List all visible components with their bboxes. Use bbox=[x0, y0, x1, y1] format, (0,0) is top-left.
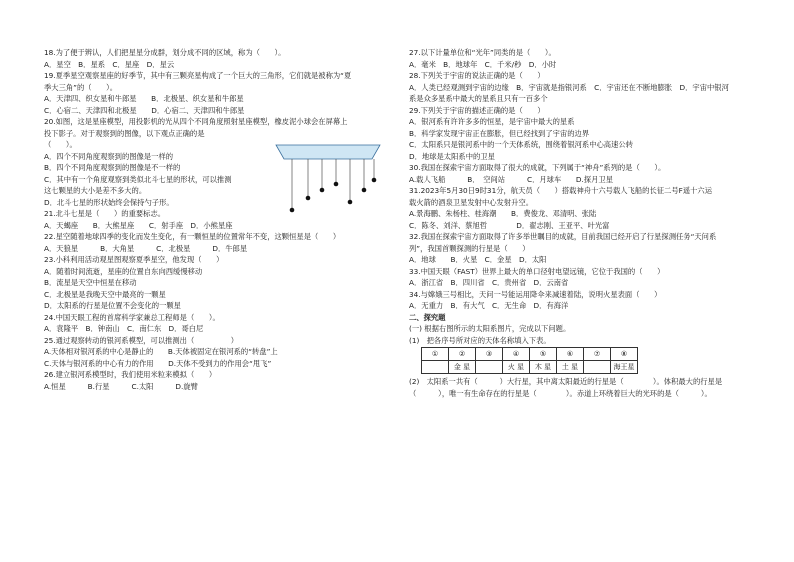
question-line: D．地球是太阳系中的卫星 bbox=[409, 151, 495, 161]
question-line: A．毫米 B．地球年 C．千米/秒 D．小时 bbox=[409, 59, 557, 69]
table-answer-cell[interactable]: 土 星 bbox=[557, 361, 584, 374]
table-answer-cell[interactable] bbox=[422, 361, 449, 374]
question-line: 32.我国在探索宇宙方面取得了许多举世瞩目的成就，目前我国已经开启了行星探测任务“天问系 bbox=[409, 232, 717, 242]
question-line: 投下影子。对于观察到的图像，以下观点正确的是 bbox=[44, 128, 205, 138]
question-line: A.恒星 B.行星 C.太阳 D.旋臂 bbox=[44, 381, 198, 391]
question-line: 29.下列关于宇宙的描述正确的是（ ） bbox=[409, 105, 545, 115]
table-header-cell: ③ bbox=[476, 348, 503, 361]
question-line: A．星空 B．星系 C．星座 D．星云 bbox=[44, 59, 175, 69]
question-line: A．无重力 B．有大气 C．无生命 D．有海洋 bbox=[409, 301, 569, 311]
question-line: A．地球 B．火星 C．金星 D．太阳 bbox=[409, 255, 547, 265]
question-line: 21.北斗七星是（ ）的重要标志。 bbox=[44, 209, 166, 219]
question-line: 34.与嫦娥三号相比，天问一号能运用降伞来减速着陆，说明火星表面（ ） bbox=[409, 289, 662, 299]
question-line: 列”，我国首颗探测的行星是（ ） bbox=[409, 243, 530, 253]
clay-ball bbox=[348, 200, 353, 205]
table-answer-cell[interactable]: 火 星 bbox=[503, 361, 530, 374]
table-header-cell: ⑧ bbox=[611, 348, 638, 361]
clay-ball bbox=[362, 188, 367, 193]
explore-q1: (1) 把各序号所对应的天体名称填入下表。 bbox=[409, 335, 551, 345]
question-line: A．天蝎座 B．大熊星座 C．射手座 D．小熊星座 bbox=[44, 220, 233, 230]
table-header-cell: ④ bbox=[503, 348, 530, 361]
question-line: 载火箭的酒泉卫星发射中心发射升空。 bbox=[409, 197, 534, 207]
table-header-cell: ⑥ bbox=[557, 348, 584, 361]
table-answer-cell[interactable]: 金 星 bbox=[449, 361, 476, 374]
table-answer-cell[interactable] bbox=[584, 361, 611, 374]
section-title: 二、探究题 bbox=[409, 312, 446, 322]
question-line: 25.通过观察转动的银河系模型，可以推测出（ ） bbox=[44, 335, 239, 345]
table-header-cell: ① bbox=[422, 348, 449, 361]
question-line: B．流星是天空中恒星在移动 bbox=[44, 278, 137, 288]
clay-ball bbox=[306, 196, 311, 201]
question-line: A．人类已经观测到宇宙的边缘 B．宇宙就是指银河系 C．宇宙还在不断地膨胀 D．宇宙中银河 bbox=[409, 82, 729, 92]
question-line: 28.下列关于宇宙的说法正确的是（ ） bbox=[409, 71, 545, 81]
question-line: 23.小科利用活动观星图观察夏季星空，他发现（ ） bbox=[44, 255, 224, 265]
table-answer-cell[interactable]: 海王星 bbox=[611, 361, 638, 374]
right-column bbox=[409, 47, 761, 399]
right-question-list bbox=[409, 47, 761, 312]
clay-ball bbox=[290, 208, 295, 213]
explore-q2-line2: （ ），唯一有生命存在的行星是（ ）。赤道上环绕着巨大的光环的是（ ）。 bbox=[409, 388, 712, 398]
question-line: C．太阳系只是银河系中的一个天体系统，围绕着银河系中心高速公转 bbox=[409, 140, 633, 150]
clay-ball bbox=[372, 178, 377, 183]
question-line: C．北极星是我晚天空中最亮的一颗星 bbox=[44, 289, 166, 299]
question-line: 20.如图，这是星座模型，用投影机的光从四个不同角度照射星座模型，橡皮泥小球会在屏幕上 bbox=[44, 117, 348, 127]
constellation-model-figure bbox=[268, 143, 388, 221]
question-line: 26.建立银河系模型时，我们使用米粒来模拟（ ） bbox=[44, 370, 217, 380]
question-line: A．天津四、织女星和牛郎星 B．北极星、织女星和牛郎星 bbox=[44, 94, 244, 104]
question-line: D．北斗七星的形状始终会保持勺子形。 bbox=[44, 197, 174, 207]
explore-intro: (一) 根据右图所示的太阳系图片，完成以下问题。 bbox=[409, 324, 571, 334]
question-line: C．其中有一个角度观察到类似北斗七星的形状，可以推测 bbox=[44, 174, 232, 184]
table-answer-cell[interactable] bbox=[476, 361, 503, 374]
explore-q2-line1: (2) 太阳系一共有（ ）大行星，其中离太阳最近的行星是（ ）。体积最大的行星是 bbox=[409, 377, 723, 387]
question-line: D．太阳系的行星是位置不会变化的一颗星 bbox=[44, 301, 181, 311]
question-line: 系是众多星系中最大的星系且只有一百多个 bbox=[409, 94, 548, 104]
question-line: C．陈冬、刘洋、蔡旭哲 D．翟志刚、王亚平、叶光富 bbox=[409, 220, 610, 230]
question-line: A.载人飞船 B． 空间站 C．月球车 D.探月卫星 bbox=[409, 174, 613, 184]
question-line: 这七颗星的大小是差不多大的。 bbox=[44, 186, 147, 196]
question-line: 30.我国在探索宇宙方面取得了很大的成就，下列属于“神舟”系列的是（ ）。 bbox=[409, 163, 666, 173]
question-line: 27.以下计量单位和“光年”同类的是（ ）。 bbox=[409, 48, 556, 57]
question-line: 24.中国天眼工程的首席科学家兼总工程师是（ ）。 bbox=[44, 312, 220, 322]
question-line: A．浙江省 B．四川省 C．贵州省 D．云南省 bbox=[409, 278, 569, 288]
question-line: 31.2023年5月30日9时31分，航天员（ ）搭载神舟十六号载人飞船的长征二号F遥十六运 bbox=[409, 186, 713, 196]
planet-table bbox=[421, 347, 638, 374]
table-header-cell: ② bbox=[449, 348, 476, 361]
question-line: （ ）。 bbox=[44, 140, 77, 150]
planet-table-header-row bbox=[422, 348, 638, 361]
question-line: A．天狼星 B．大角星 C．北极星 D．牛郎星 bbox=[44, 243, 248, 253]
question-line: 22.星空随着地球四季的变化而发生变化，有一颗恒星的位置常年不变，这颗恒星是（ ） bbox=[44, 232, 341, 242]
question-line: 19.夏季星空观察星座的好季节，其中有三颗亮星构成了一个巨大的三角形，它们就是被称为“夏 bbox=[44, 71, 352, 81]
question-line: C.天体与银河系的中心有力的作用 D.天体不受到力的作用会“甩飞” bbox=[44, 358, 272, 368]
question-line: A.天体相对银河系的中心是静止的 B.天体被固定在银河系的“转盘”上 bbox=[44, 347, 278, 357]
table-header-cell: ⑦ bbox=[584, 348, 611, 361]
question-line: 33.中国天眼（FAST）世界上最大的单口径射电望远镜，它位于我国的（ ） bbox=[409, 266, 665, 276]
question-line: A．银河系有许许多多的恒星，是宇宙中最大的星系 bbox=[409, 117, 575, 127]
question-line: A．随着时间流逝，星座的位置自东向西缓慢移动 bbox=[44, 266, 203, 276]
clay-ball bbox=[320, 188, 325, 193]
question-line: B．科学家发现宇宙正在膨胀，但已经找到了宇宙的边界 bbox=[409, 128, 590, 138]
table-answer-cell[interactable]: 木 星 bbox=[530, 361, 557, 374]
question-line: A．四个不同角度观察到的图像是一样的 bbox=[44, 151, 174, 161]
question-line: A．袁隆平 B．钟南山 C．南仁东 D．哥白尼 bbox=[44, 324, 204, 334]
table-header-cell: ⑤ bbox=[530, 348, 557, 361]
question-line: 18.为了便于辨认，人们把星星分成群，划分成不同的区域，称为（ ）。 bbox=[44, 48, 286, 57]
question-line: C．心宿二、天津四和北极星 D．心宿二、天津四和牛郎星 bbox=[44, 105, 245, 115]
question-line: B．四个不同角度观察到的图像是不一样的 bbox=[44, 163, 181, 173]
clay-ball bbox=[334, 182, 339, 187]
projection-screen bbox=[276, 145, 380, 159]
question-line: A.景海鹏、朱杨柱、桂海潮 B．费俊龙、邓清明、张陆 bbox=[409, 209, 597, 219]
planet-table-answer-row bbox=[422, 361, 638, 374]
question-line: 季大三角”的（ ）。 bbox=[44, 82, 118, 92]
